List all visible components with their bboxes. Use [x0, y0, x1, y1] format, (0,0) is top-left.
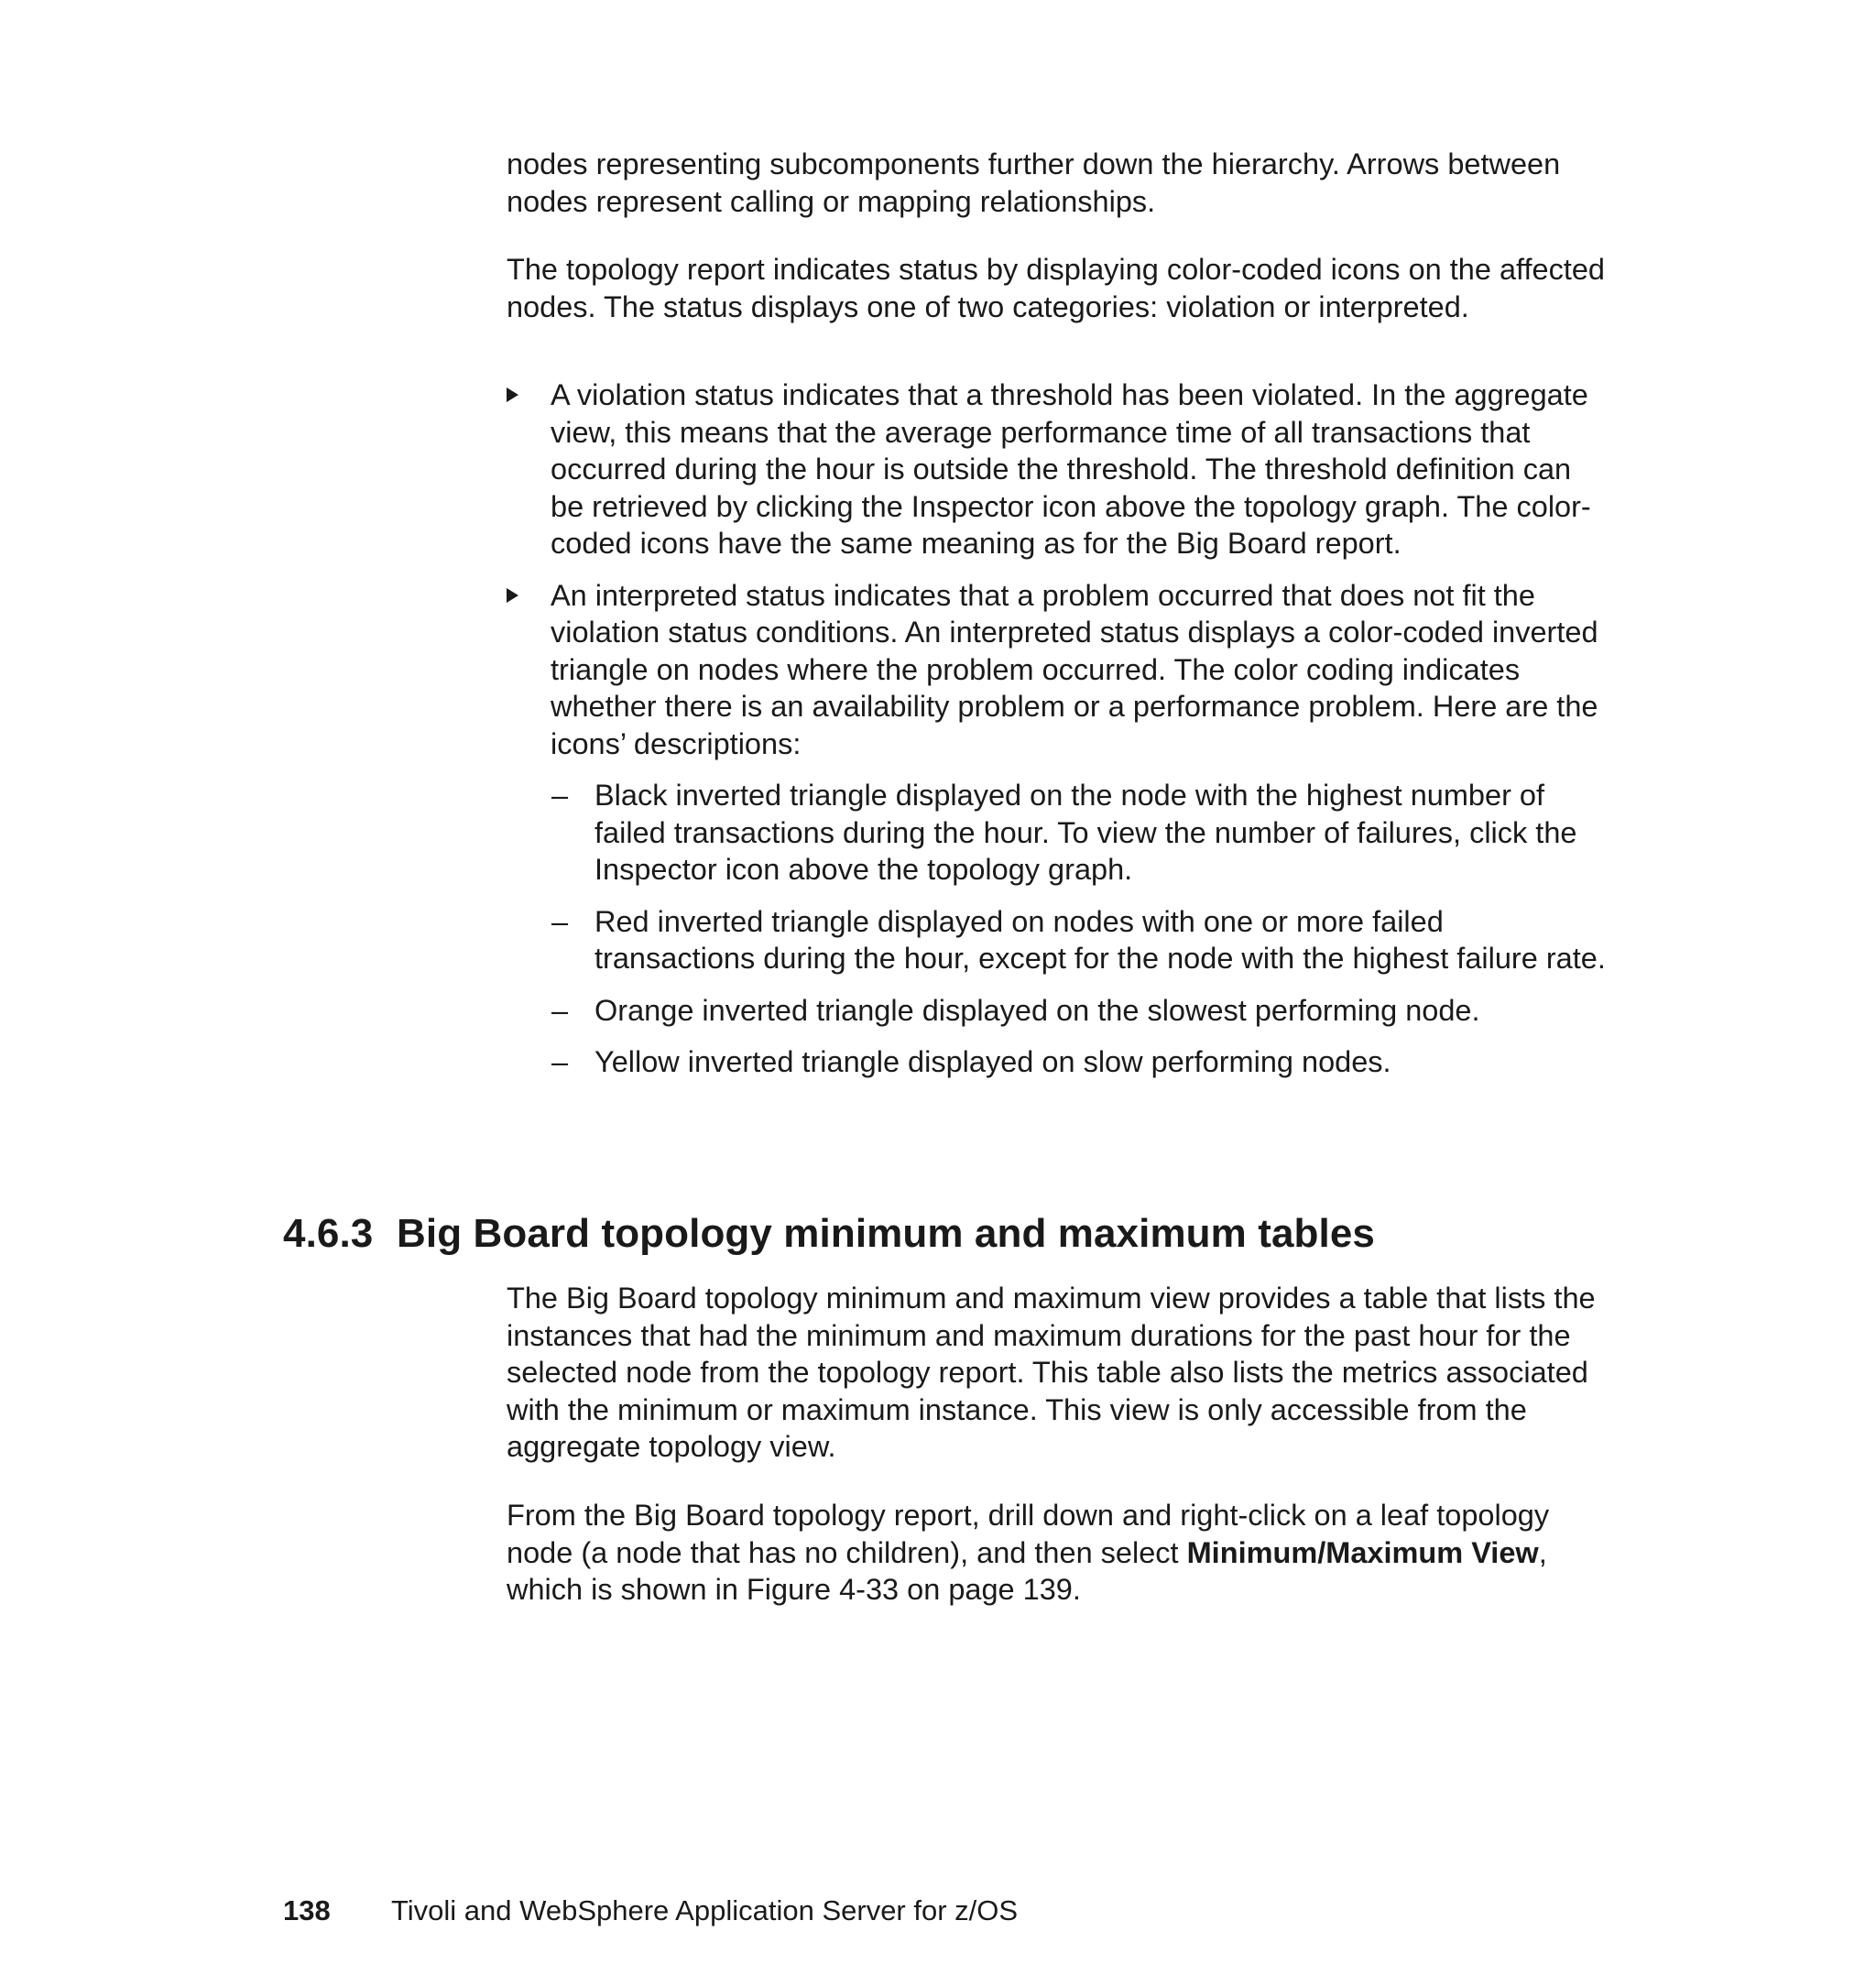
- paragraph-text: The Big Board topology minimum and maximum view provides a table that lists the instances that had the minimum and maximum durations for the past hour for the selected node from the topology report. This table also lists the metrics associated with the minimum or maximum instance. This view is only accessible from the aggregate topology view.: [507, 1282, 1596, 1463]
- sub-list-item: [551, 777, 1606, 889]
- paragraph-text: nodes representing subcomponents further down the hierarchy. Arrows between nodes represent calling or mapping relationships.: [507, 147, 1561, 218]
- bullet-text: A violation status indicates that a threshold has been violated. In the aggregate view, this means that the average performance time of all transactions that occurred during the hour is outside the threshold. The threshold definition can be retrieved by clicking the Inspector icon above the topology graph. The color-coded icons have the same meaning as for the Big Board report.: [551, 378, 1591, 560]
- page-footer: [283, 1893, 1018, 1929]
- bullet-item: [507, 577, 1606, 1081]
- sub-list-item: [551, 903, 1606, 977]
- paragraph-text: [507, 1497, 1606, 1609]
- menu-item-reference: Minimum/Maximum View: [1186, 1535, 1539, 1569]
- bullet-item: [507, 376, 1606, 562]
- paragraph-text: The topology report indicates status by displaying color-coded icons on the affected nodes. The status displays one of two categories: violation or interpreted.: [507, 253, 1606, 323]
- bullet-triangle-icon: [507, 387, 518, 402]
- page-number: 138: [283, 1894, 331, 1926]
- sub-list-item: [551, 992, 1606, 1030]
- dash-marker: –: [551, 993, 569, 1027]
- paragraph-text-start: From the Big Board topology report, drill down and right-click on a leaf topology node (a node that has no children), and then select: [507, 1499, 1550, 1569]
- dash-marker: –: [551, 904, 569, 938]
- body-paragraph: [507, 146, 1606, 220]
- body-paragraph: [507, 251, 1606, 325]
- section-title: Big Board topology minimum and maximum tables: [397, 1211, 1375, 1256]
- bullet-triangle-icon: [507, 588, 518, 603]
- sub-list-text: Black inverted triangle displayed on the node with the highest number of failed transactions during the hour. To view the number of failures, click the Inspector icon above the topology graph.: [594, 779, 1577, 886]
- book-title: Tivoli and WebSphere Application Server for z/OS: [391, 1894, 1019, 1926]
- sub-list-text: Yellow inverted triangle displayed on slow performing nodes.: [594, 1045, 1391, 1078]
- sub-list-text: Orange inverted triangle displayed on the slowest performing node.: [594, 993, 1480, 1027]
- bullet-list: [507, 376, 1606, 1096]
- body-paragraph: [507, 1497, 1606, 1609]
- sub-list-text: Red inverted triangle displayed on nodes with one or more failed transactions during the hour, except for the node with the highest failure rate.: [594, 904, 1606, 975]
- body-paragraph: [507, 1280, 1606, 1466]
- sub-list: [551, 777, 1606, 1081]
- dash-marker: –: [551, 779, 569, 812]
- paragraph-text-end: , which is shown in Figure 4-33 on page 139.: [507, 1535, 1547, 1606]
- sub-list-item: [551, 1043, 1606, 1081]
- section-heading: [283, 1209, 1657, 1259]
- dash-marker: –: [551, 1045, 569, 1078]
- section-number: 4.6.3: [283, 1211, 374, 1256]
- bullet-text: An interpreted status indicates that a problem occurred that does not fit the violation status conditions. An interpreted status displays a color-coded inverted triangle on nodes where the problem occurred. The color coding indicates whether there is an availability problem or a performance problem. Here are the icons’ descriptions:: [551, 578, 1598, 760]
